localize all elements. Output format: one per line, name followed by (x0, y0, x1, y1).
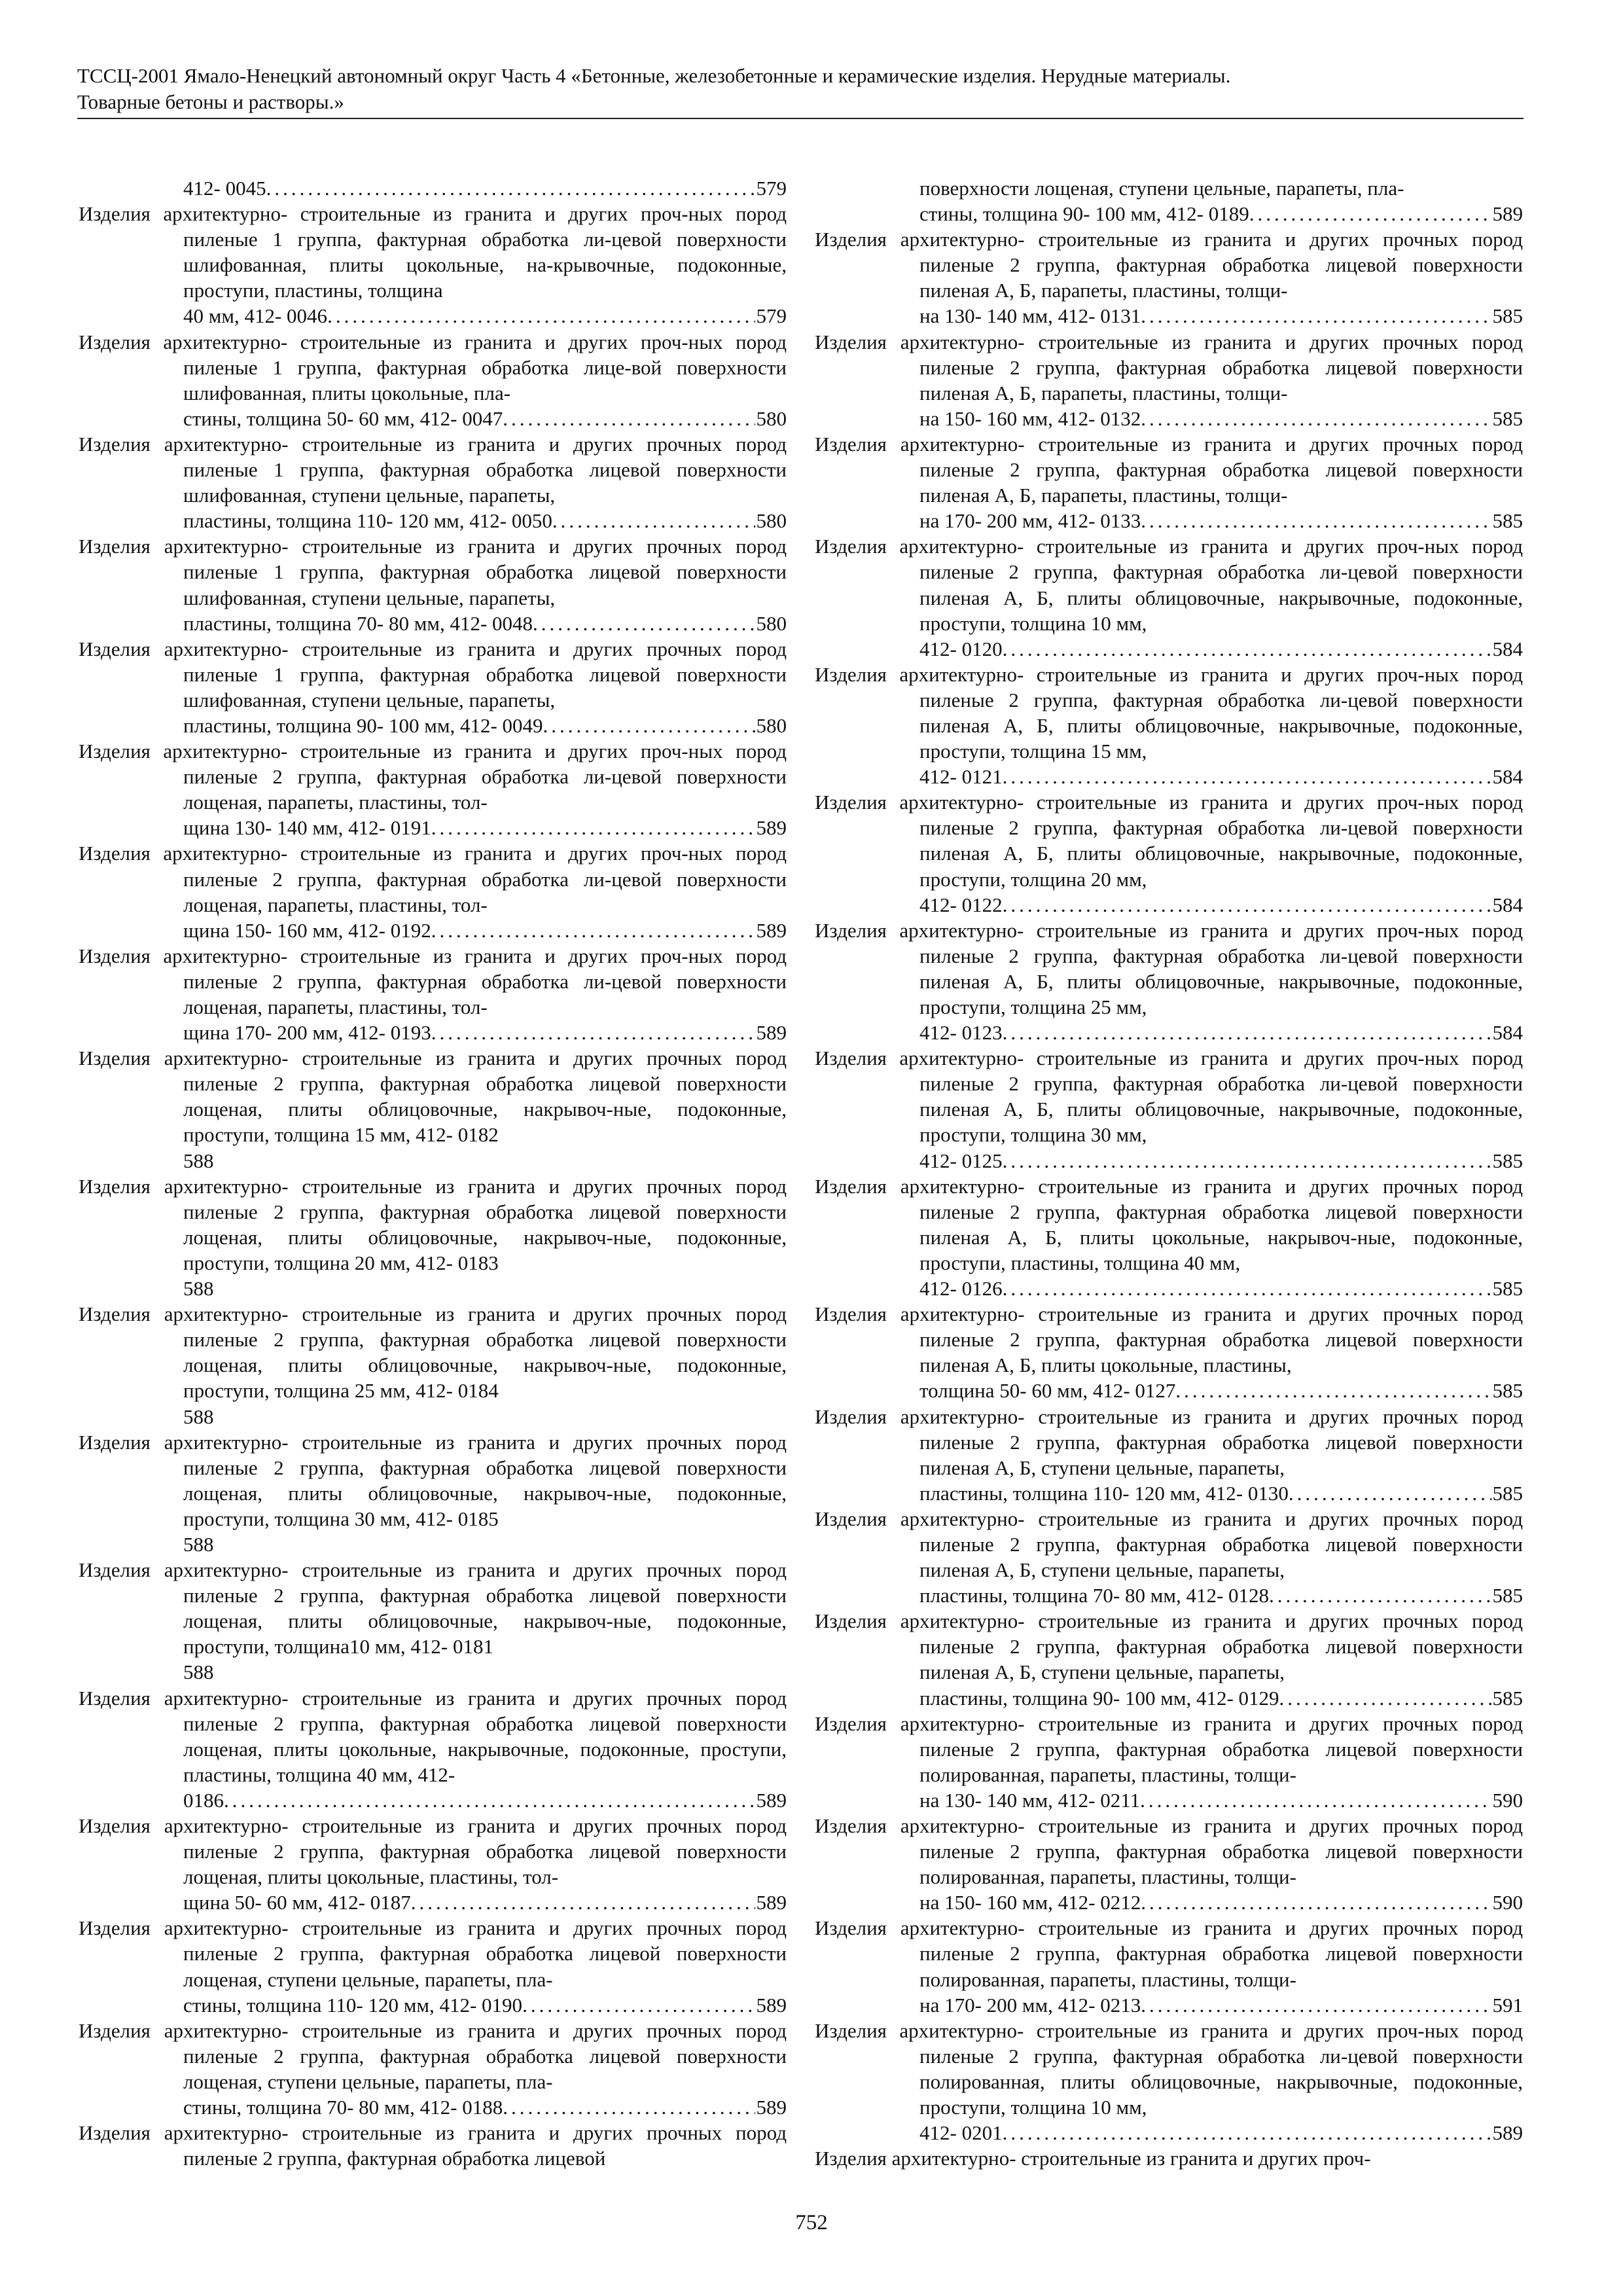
index-entry-text: Изделия архитектурно- строительные из гранита и других прочных пород пиленые 2 группа, фактурная обработка лицевой поверхности пиленая А, Б, парапеты, пластины, толщи- (815, 228, 1523, 302)
index-code: на 150- 160 мм, 412- 0212 (919, 1891, 1141, 1914)
index-page-ref: 588 (183, 1405, 214, 1428)
index-code: стины, толщина 110- 120 мм, 412- 0190 (183, 1993, 523, 2017)
index-leader-line (919, 1378, 1523, 1403)
index-code: пластины, толщина 70- 80 мм, 412- 0048 (183, 611, 533, 635)
index-page-ref: 585 (1492, 1379, 1523, 1403)
index-entry-text: Изделия архитектурно- строительные из гранита и других прочных пород пиленые 2 группа, фактурная обработка лицевой (79, 2121, 787, 2170)
index-leader-line (183, 815, 787, 840)
index-leader-line (183, 406, 787, 431)
index-page-ref: 588 (183, 1149, 214, 1172)
dot-leader (552, 508, 755, 533)
index-entry-text: Изделия архитектурно- строительные из гранита и других проч-ных пород пиленые 1 группа, фактурная обработка ли-цевой поверхности шлифованная, плиты цокольные, на-крывочные, подоконные, проступи, пластины, толщина (79, 202, 787, 302)
index-entry-text: Изделия архитектурно- строительные из гранита и других прочных пород пиленые 2 группа, фактурная обработка лицевой поверхности лощеная, плиты облицовочные, накрывоч-ные, подоконные, проступи, толщина 20 мм, 412- 0183 (79, 1174, 787, 1274)
index-entry-text: Изделия архитектурно- строительные из гранита и других прочных пород пиленые 2 группа, фактурная обработка лицевой поверхности полированная, парапеты, пластины, толщи- (815, 1814, 1523, 1889)
index-page-ref: 584 (1492, 893, 1523, 916)
index-leader-line (919, 2120, 1523, 2145)
index-leader-line (919, 1992, 1523, 2018)
index-leader-line (919, 1276, 1523, 1301)
index-entry (79, 636, 787, 738)
index-entry-text: Изделия архитектурно- строительные из гранита и других прочных пород пиленые 2 группа, фактурная обработка лицевой поверхности пиленая А, Б, парапеты, пластины, толщи- (815, 330, 1523, 404)
index-leader-line (919, 764, 1523, 789)
dot-leader (1269, 1583, 1491, 1608)
index-code: 40 мм, 412- 0046 (183, 304, 328, 328)
index-code: щина 130- 140 мм, 412- 0191 (183, 816, 431, 840)
index-entry (79, 329, 787, 431)
dot-leader (431, 1020, 755, 1045)
index-page-ref: 585 (1492, 1584, 1523, 1607)
index-entry (815, 918, 1523, 1045)
dot-leader (1141, 508, 1491, 533)
index-leader-line (183, 918, 787, 943)
dot-leader (1141, 303, 1491, 329)
index-code: 412- 0121 (919, 765, 1003, 789)
index-page-ref: 590 (1492, 1891, 1523, 1914)
index-code: на 130- 140 мм, 412- 0211 (919, 1788, 1141, 1812)
right-column (815, 175, 1523, 2171)
index-code: толщина 50- 60 мм, 412- 0127 (919, 1379, 1176, 1403)
index-leader-line (919, 1480, 1523, 1506)
index-entry (815, 431, 1523, 533)
dot-leader (431, 815, 755, 840)
index-code: 412- 0122 (919, 893, 1003, 916)
index-entry-text: Изделия архитектурно- строительные из гранита и других проч-ных пород пиленые 2 группа, фактурная обработка ли-цевой поверхности пиленая А, Б, плиты облицовочные, накрывочные, подоконные, проступи, толщина 20 мм, (815, 791, 1523, 891)
index-page-ref: 588 (183, 1532, 214, 1556)
index-page-ref: 589 (756, 1788, 787, 1812)
index-entry (815, 2018, 1523, 2145)
index-leader-line (183, 611, 787, 636)
dot-leader (1249, 201, 1491, 226)
index-code: на 170- 200 мм, 412- 0213 (919, 1993, 1141, 2017)
index-entry-text: Изделия архитектурно- строительные из гранита и других проч-ных пород пиленые 2 группа, фактурная обработка ли-цевой поверхности пиленая А, Б, плиты облицовочные, накрывочные, подоконные, проступи, толщина 25 мм, (815, 918, 1523, 1018)
dot-leader (1003, 1276, 1491, 1301)
index-leader-line (919, 508, 1523, 533)
index-code: щина 170- 200 мм, 412- 0193 (183, 1021, 431, 1045)
page-number: 752 (795, 2211, 828, 2234)
index-code: пластины, толщина 110- 120 мм, 412- 0130 (919, 1481, 1289, 1505)
index-entry-text: Изделия архитектурно- строительные из гранита и других прочных пород пиленые 2 группа, фактурная обработка лицевой поверхности лощеная, плиты облицовочные, накрывоч-ные, подоконные, проступи, толщина 15 мм, 412- 0182 (79, 1047, 787, 1147)
index-page-ref: 579 (756, 177, 787, 200)
index-leader-line (919, 1787, 1523, 1813)
index-entry (815, 226, 1523, 329)
index-page-ref: 580 (756, 406, 787, 430)
index-page-ref: 591 (1492, 1993, 1523, 2017)
index-code: щина 150- 160 мм, 412- 0192 (183, 918, 431, 942)
index-entry-text: Изделия архитектурно- строительные из гранита и других прочных пород пиленые 2 группа, фактурная обработка лицевой поверхности лощеная, ступени цельные, парапеты, пла- (79, 1916, 787, 1991)
index-page-ref: 589 (1492, 2121, 1523, 2145)
index-entry (815, 1506, 1523, 1608)
index-code: пластины, толщина 110- 120 мм, 412- 0050 (183, 509, 552, 533)
index-entry (815, 175, 1523, 226)
index-entry (79, 1174, 787, 1301)
dot-leader (327, 303, 755, 329)
index-page-ref: 585 (1492, 304, 1523, 328)
index-entry (815, 533, 1523, 661)
index-leader-line (183, 175, 787, 201)
dot-leader (1003, 1020, 1491, 1045)
index-page-ref: 584 (1492, 765, 1523, 789)
index-leader-line (919, 201, 1523, 226)
index-entry-text: Изделия архитектурно- строительные из гранита и других прочных пород пиленые 1 группа, фактурная обработка лицевой поверхности шлифованная, ступени цельные, парапеты, (79, 637, 787, 711)
index-entry-text: Изделия архитектурно- строительные из гранита и других прочных пород пиленые 1 группа, фактурная обработка лицевой поверхности шлифованная, ступени цельные, парапеты, (79, 535, 787, 609)
index-entry-text: Изделия архитектурно- строительные из гранита и других проч-ных пород пиленые 1 группа, фактурная обработка лице-вой поверхности шлифованная, плиты цокольные, пла- (79, 330, 787, 404)
index-entry (815, 1174, 1523, 1301)
dot-leader (1003, 636, 1491, 662)
index-entry-text: Изделия архитектурно- строительные из гранита и других прочных пород пиленые 2 группа, фактурная обработка лицевой поверхности пиленая А, Б, ступени цельные, парапеты, (815, 1405, 1523, 1479)
index-page-ref: 589 (756, 1993, 787, 2017)
index-entry-text: Изделия архитектурно- строительные из гранита и других прочных пород пиленые 2 группа, фактурная обработка лицевой поверхности полированная, парапеты, пластины, толщи- (815, 1916, 1523, 1991)
index-code: пластины, толщина 90- 100 мм, 412- 0049 (183, 713, 543, 737)
index-page-ref: 585 (1492, 406, 1523, 430)
index-entry-text: Изделия архитектурно- строительные из гранита и других проч-ных пород пиленые 2 группа, фактурная обработка ли-цевой поверхности лощеная, парапеты, пластины, тол- (79, 842, 787, 916)
index-entry-text: Изделия архитектурно- строительные из гранита и других прочных пород пиленые 2 группа, фактурная обработка лицевой поверхности пиленая А, Б, плиты цокольные, пластины, (815, 1302, 1523, 1377)
dot-leader (533, 611, 755, 636)
index-entry (79, 943, 787, 1045)
index-page-ref: 585 (1492, 1149, 1523, 1172)
index-leader-line (183, 1020, 787, 1045)
dot-leader (522, 1992, 755, 2018)
index-entry (79, 1813, 787, 1915)
index-leader-line (183, 1890, 787, 1915)
index-entry-text: Изделия архитектурно- строительные из гранита и других прочных пород пиленые 2 группа, фактурная обработка лицевой поверхности лощеная, плиты облицовочные, накрывоч-ные, подоконные, проступи, толщина 30 мм, 412- 0185 (79, 1430, 787, 1530)
dot-leader (503, 2094, 755, 2120)
index-leader-line (183, 713, 787, 738)
index-code: на 150- 160 мм, 412- 0132 (919, 406, 1141, 430)
index-entry (815, 789, 1523, 917)
index-entry-continued (79, 175, 787, 201)
index-page-ref: 589 (756, 816, 787, 840)
index-entry-text: Изделия архитектурно- строительные из гранита и других проч-ных пород пиленые 2 группа, фактурная обработка ли-цевой поверхности пиленая А, Б, плиты облицовочные, накрывочные, подоконные, проступи, толщина 10 мм, (815, 535, 1523, 635)
index-page-ref: 585 (1492, 1481, 1523, 1505)
index-leader-line (183, 303, 787, 329)
dot-leader (1141, 406, 1491, 431)
index-entry-text: Изделия архитектурно- строительные из гранита и других прочных пород пиленые 2 группа, фактурная обработка лицевой поверхности полированная, парапеты, пластины, толщи- (815, 1712, 1523, 1786)
index-leader-line (919, 1583, 1523, 1608)
index-entry-text: Изделия архитектурно- строительные из гранита и других прочных пород пиленые 2 группа, фактурная обработка лицевой поверхности лощеная, ступени цельные, парапеты, пла- (79, 2018, 787, 2093)
index-page-ref: 588 (183, 1277, 214, 1300)
index-page-ref: 580 (756, 611, 787, 635)
index-code: на 130- 140 мм, 412- 0131 (919, 304, 1141, 328)
index-leader-line (919, 892, 1523, 918)
index-entry-text: поверхности лощеная, ступени цельные, парапеты, пла- (919, 177, 1404, 200)
index-page-ref: 580 (756, 509, 787, 533)
dot-leader (1175, 1378, 1491, 1403)
index-page-ref: 589 (756, 2096, 787, 2119)
index-entry (815, 329, 1523, 431)
index-page-ref: 584 (1492, 637, 1523, 660)
index-entry (79, 533, 787, 636)
index-entry (79, 840, 787, 942)
index-code: пластины, толщина 90- 100 мм, 412- 0129 (919, 1686, 1279, 1710)
dot-leader (1141, 1992, 1491, 2018)
index-page-ref: 585 (1492, 1686, 1523, 1710)
dot-leader (1289, 1480, 1491, 1506)
index-entry (79, 1045, 787, 1173)
index-entry (815, 1404, 1523, 1506)
index-entry-text: Изделия архитектурно- строительные из гранита и других проч-ных пород пиленые 2 группа, фактурная обработка ли-цевой поверхности пиленая А, Б, плиты облицовочные, накрывочные, подоконные, проступи, толщина 15 мм, (815, 662, 1523, 763)
index-entry (815, 1711, 1523, 1813)
index-entry (79, 201, 787, 329)
index-entry (815, 1813, 1523, 1915)
index-code: 412- 0201 (919, 2121, 1003, 2145)
index-code: пластины, толщина 70- 80 мм, 412- 0128 (919, 1584, 1270, 1607)
index-code: щина 50- 60 мм, 412- 0187 (183, 1891, 411, 1914)
index-page-ref: 589 (756, 918, 787, 942)
index-entry-text: Изделия архитектурно- строительные из гранита и других прочных пород пиленые 2 группа, фактурная обработка лицевой поверхности пиленая А, Б, ступени цельные, парапеты, (815, 1507, 1523, 1582)
dot-leader (411, 1890, 755, 1915)
index-entry (79, 738, 787, 840)
index-entry (79, 2018, 787, 2120)
dot-leader (266, 175, 755, 201)
index-page-ref: 589 (1492, 202, 1523, 226)
dot-leader (1141, 1890, 1491, 1915)
index-entry (79, 431, 787, 533)
index-code: стины, толщина 50- 60 мм, 412- 0047 (183, 406, 503, 430)
index-entry (815, 1045, 1523, 1173)
dot-leader (1003, 764, 1491, 789)
dot-leader (431, 918, 755, 943)
index-page-ref: 584 (1492, 1021, 1523, 1045)
dot-leader (1003, 2120, 1491, 2145)
index-leader-line (919, 1148, 1523, 1174)
index-entry-text: Изделия архитектурно- строительные из гранита и других проч-ных пород пиленые 2 группа, фактурная обработка ли-цевой поверхности полированная, плиты облицовочные, накрывочные, подоконные, проступи, толщина 10 мм, (815, 2018, 1523, 2119)
index-entry (79, 1301, 787, 1429)
index-page-ref: 585 (1492, 509, 1523, 533)
index-code: 412- 0125 (919, 1149, 1003, 1172)
index-entry-text: Изделия архитектурно- строительные из гранита и других прочных пород пиленые 2 группа, фактурная обработка лицевой поверхности лощеная, плиты цокольные, пластины, тол- (79, 1814, 787, 1889)
header-line-2: Товарные бетоны и растворы.» (77, 90, 344, 113)
index-entry (79, 2120, 787, 2171)
index-leader-line (919, 406, 1523, 431)
index-entry (79, 1915, 787, 2017)
index-page-ref: 579 (756, 304, 787, 328)
index-entry (815, 1301, 1523, 1403)
index-leader-line (183, 1992, 787, 2018)
index-entry-text: Изделия архитектурно- строительные из гранита и других прочных пород пиленые 2 группа, фактурная обработка лицевой поверхности пиленая А, Б, парапеты, пластины, толщи- (815, 432, 1523, 507)
dot-leader (503, 406, 755, 431)
index-leader-line (919, 1020, 1523, 1045)
index-code: 412- 0123 (919, 1021, 1003, 1045)
index-entry-text: Изделия архитектурно- строительные из гранита и других прочных пород пиленые 2 группа, фактурная обработка лицевой поверхности лощеная, плиты облицовочные, накрывоч-ные, подоконные, проступи, толщина10 мм, 412- 0181 (79, 1558, 787, 1659)
index-code: стины, толщина 90- 100 мм, 412- 0189 (919, 202, 1249, 226)
index-leader-line (183, 508, 787, 533)
index-code: на 170- 200 мм, 412- 0133 (919, 509, 1141, 533)
index-leader-line (919, 303, 1523, 329)
index-page-ref: 588 (183, 1660, 214, 1684)
index-entry (79, 1557, 787, 1685)
index-code: 412- 0120 (919, 637, 1003, 660)
index-leader-line (183, 1787, 787, 1813)
dot-leader (1279, 1685, 1491, 1711)
index-entry-text: Изделия архитектурно- строительные из гранита и других прочных пород пиленые 2 группа, фактурная обработка лицевой поверхности лощеная, плиты облицовочные, накрывоч-ные, подоконные, проступи, толщина 25 мм, 412- 0184 (79, 1302, 787, 1403)
left-column (79, 175, 787, 2171)
index-leader-line (919, 1685, 1523, 1711)
dot-leader (1140, 1787, 1491, 1813)
dot-leader (543, 713, 755, 738)
dot-leader (1003, 1148, 1491, 1174)
index-entry-text: Изделия архитектурно- строительные из гранита и других прочных пород пиленые 2 группа, фактурная обработка лицевой поверхности лощеная, плиты цокольные, накрывочные, подоконные, проступи, пластины, толщина 40 мм, 412- (79, 1686, 787, 1786)
index-entry-text: Изделия архитектурно- строительные из гранита и других проч-ных пород пиленые 2 группа, фактурная обработка ли-цевой поверхности лощеная, парапеты, пластины, тол- (79, 740, 787, 814)
index-page-ref: 580 (756, 713, 787, 737)
index-entry (815, 1608, 1523, 1710)
index-entry-text: Изделия архитектурно- строительные из гранита и других прочных пород пиленые 2 группа, фактурная обработка лицевой поверхности пиленая А, Б, плиты цокольные, накрывоч-ные, подоконные, проступи, пластины, толщина 40 мм, (815, 1174, 1523, 1274)
index-code: 412- 0126 (919, 1277, 1003, 1300)
index-leader-line (919, 1890, 1523, 1915)
index-entry (815, 1915, 1523, 2017)
index-code: стины, толщина 70- 80 мм, 412- 0188 (183, 2096, 503, 2119)
index-page-ref: 589 (756, 1891, 787, 1914)
index-entry (815, 662, 1523, 789)
header-line-1: ТССЦ-2001 Ямало-Ненецкий автономный округ Часть 4 «Бетонные, железобетонные и керамические изделия. Нерудные материалы. (77, 64, 1231, 87)
index-entry-text: Изделия архитектурно- строительные из гранита и других прочных пород пиленые 2 группа, фактурная обработка лицевой поверхности пиленая А, Б, ступени цельные, парапеты, (815, 1609, 1523, 1684)
index-entry-text: Изделия архитектурно- строительные из гранита и других прочных пород пиленые 1 группа, фактурная обработка лицевой поверхности шлифованная, ступени цельные, парапеты, (79, 432, 787, 507)
index-entry-text: Изделия архитектурно- строительные из гранита и других проч- (815, 2147, 1371, 2170)
index-code: 0186 (183, 1788, 224, 1812)
index-entry (815, 2145, 1523, 2171)
page-header (77, 63, 1524, 119)
index-page-ref: 585 (1492, 1277, 1523, 1300)
index-code: 412- 0045 (183, 177, 266, 200)
index-leader-line (919, 636, 1523, 662)
index-entry (79, 1429, 787, 1557)
dot-leader (224, 1787, 755, 1813)
index-page-ref: 589 (756, 1021, 787, 1045)
index-entry-text: Изделия архитектурно- строительные из гранита и других проч-ных пород пиленые 2 группа, фактурная обработка ли-цевой поверхности пиленая А, Б, плиты облицовочные, накрывочные, подоконные, проступи, толщина 30 мм, (815, 1047, 1523, 1147)
index-entry-text: Изделия архитектурно- строительные из гранита и других проч-ных пород пиленые 2 группа, фактурная обработка ли-цевой поверхности лощеная, парапеты, пластины, тол- (79, 944, 787, 1018)
index-entry (79, 1685, 787, 1813)
dot-leader (1003, 892, 1491, 918)
index-leader-line (183, 2094, 787, 2120)
index-page-ref: 590 (1492, 1788, 1523, 1812)
